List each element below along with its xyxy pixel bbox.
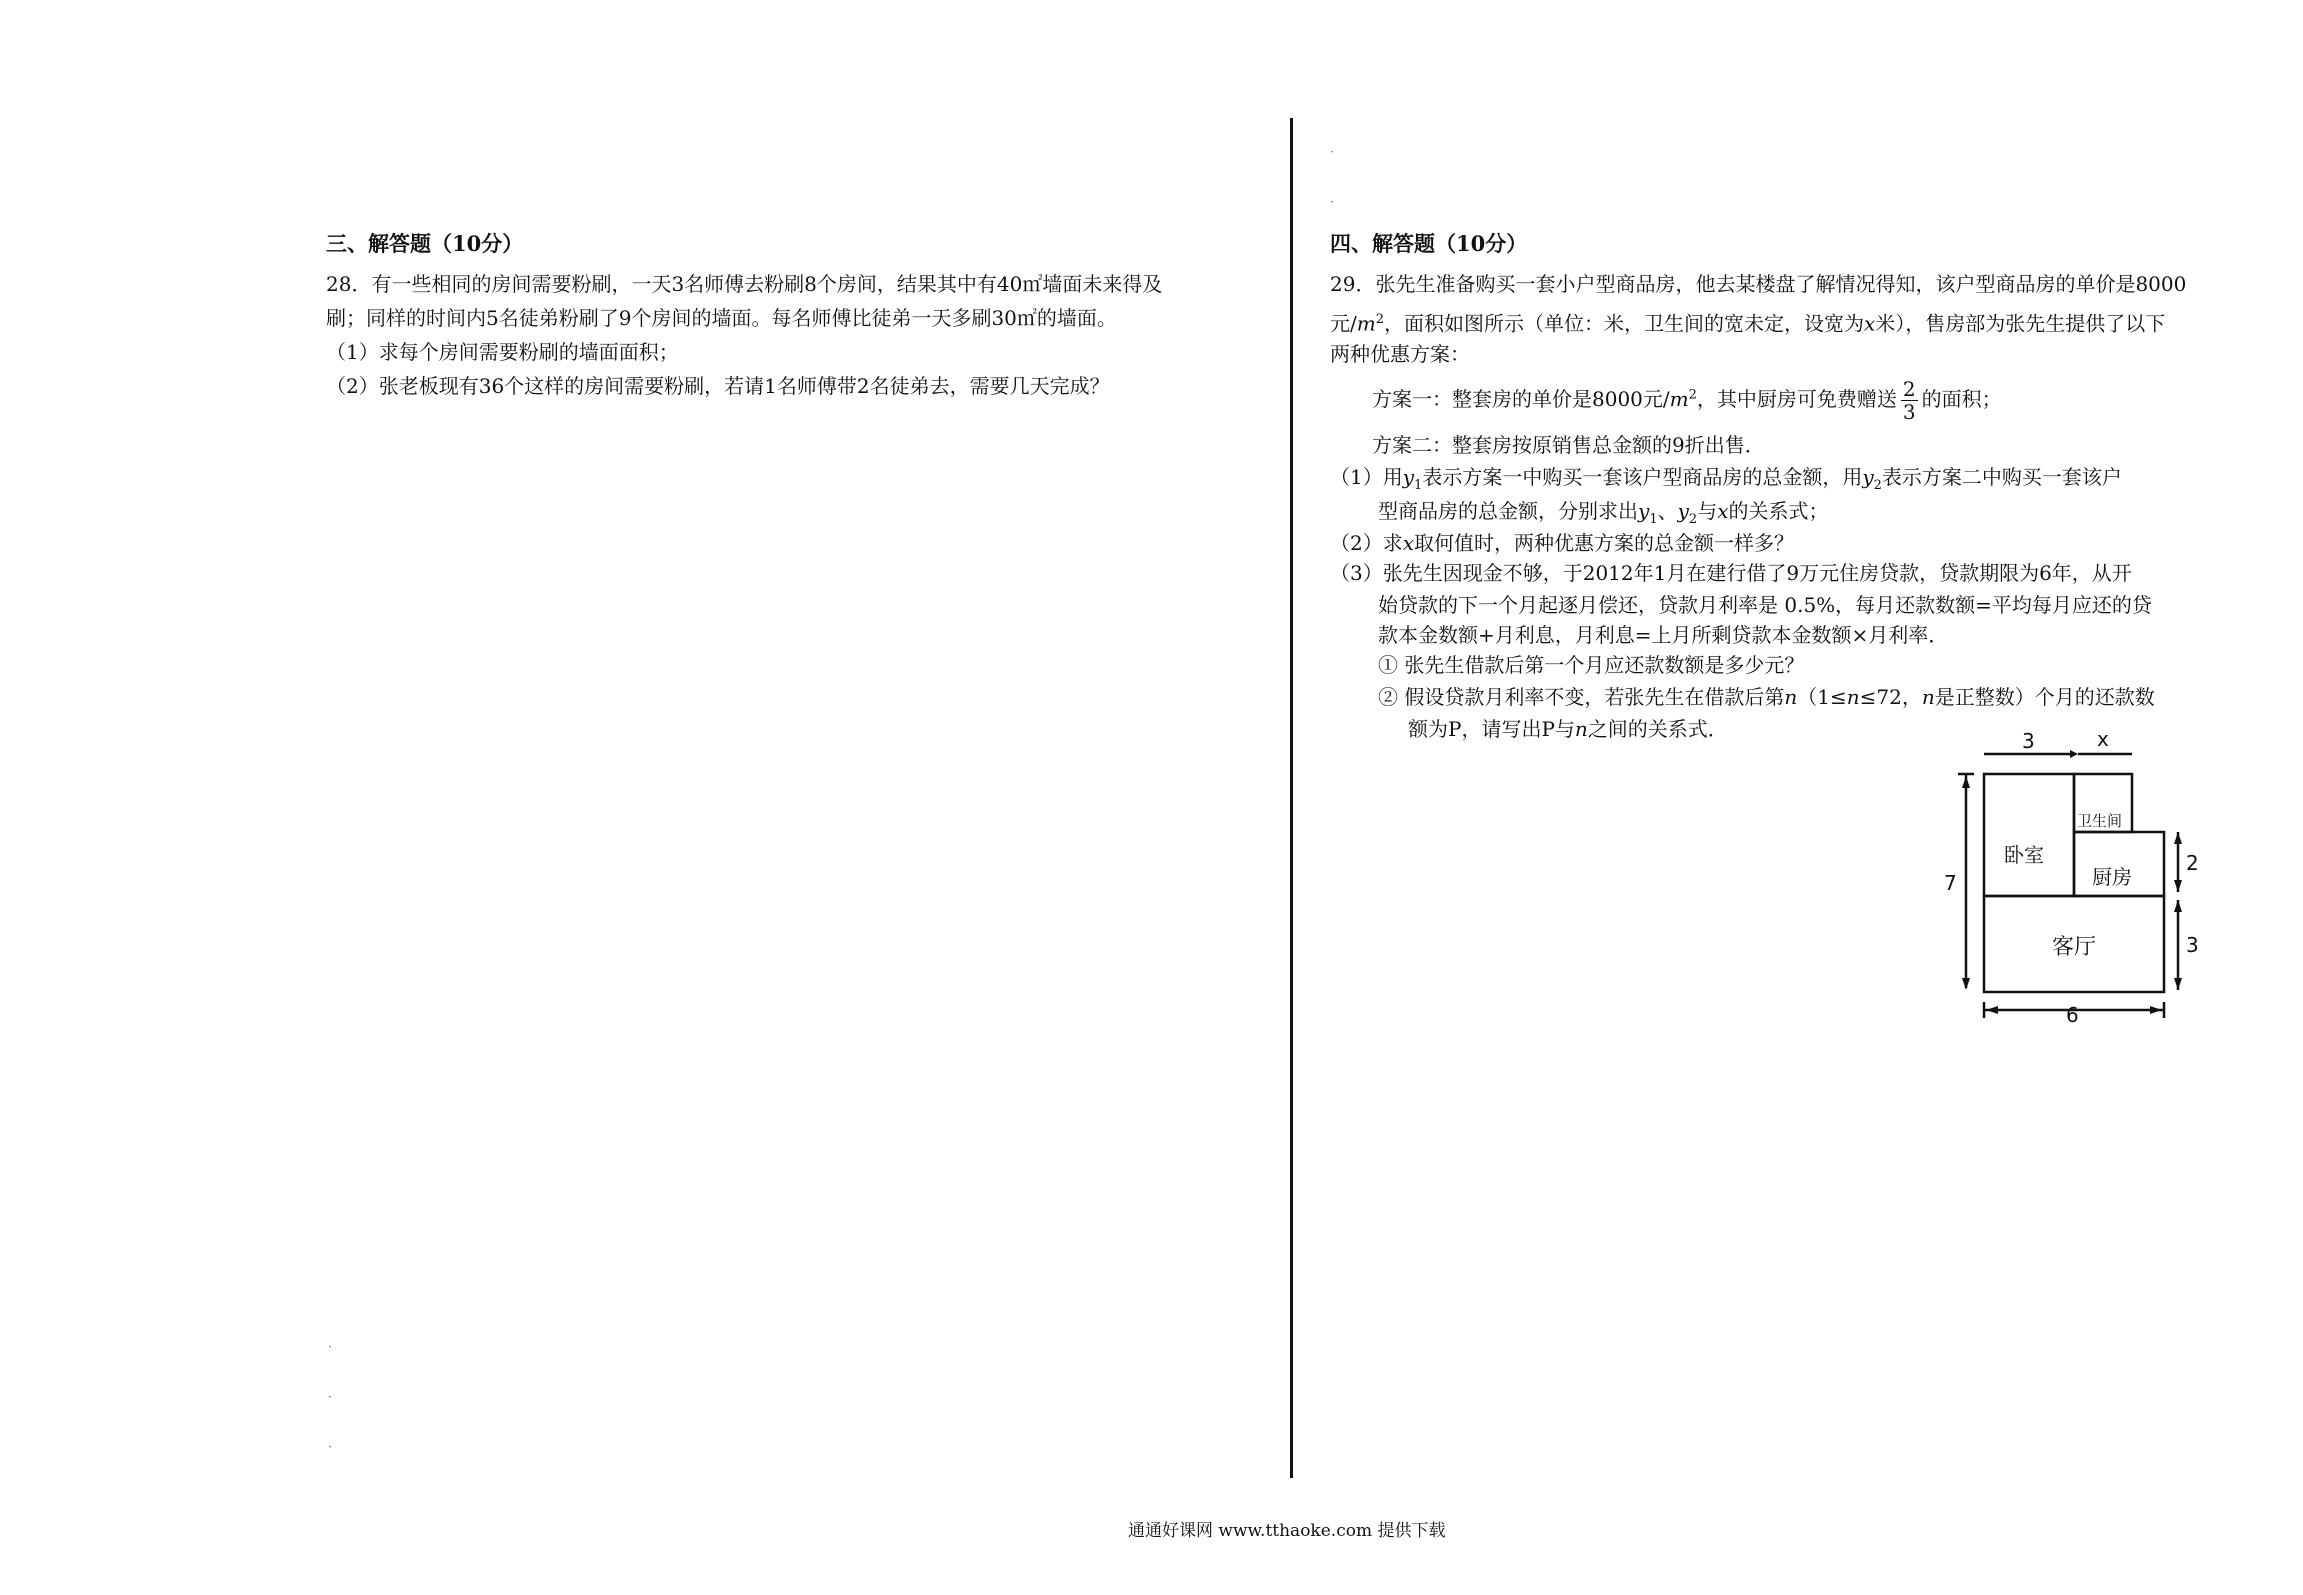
plan-two: 方案二：整套房按原销售总金额的9折出售．	[1372, 433, 1765, 457]
dimension-left-7: 7	[1944, 871, 1957, 895]
q28-part-1: （1）求每个房间需要粉刷的墙面面积；	[326, 340, 679, 364]
label-bathroom: 卫生间	[2077, 812, 2123, 830]
q29-part-3-line-2: 始贷款的下一个月起逐月偿还，贷款月利率是 0.5%，每月还款数额=平均每月应还的贷	[1378, 593, 2152, 617]
q29-part-1-line-2: 型商品房的总金额，分别求出$y_1$、$y_2$与x的关系式；	[1378, 499, 1829, 527]
q29-line-1: 29．张先生准备购买一套小户型商品房，他去某楼盘了解情况得知，该户型商品房的单价是8000	[1330, 272, 2187, 296]
q29-line-2: 元$/m^2$，面积如图所示（单位：米，卫生间的宽未定，设宽为x米），售房部为张先生提供了以下	[1330, 311, 2166, 336]
dimension-top-3: 3	[2022, 729, 2035, 753]
label-bedroom: 卧室	[2004, 843, 2044, 867]
q29-sub-2-line-2: 额为P，请写出P与n之间的关系式．	[1408, 717, 1728, 741]
fraction-two-thirds: $\frac{2}{3}$	[1902, 377, 1916, 424]
q28-line-2: 刷；同样的时间内5名徒弟粉刷了9个房间的墙面。每名师傅比徒弟一天多刷30㎡的墙面。	[326, 306, 1117, 330]
q29-line-3: 两种优惠方案：	[1330, 342, 1470, 366]
floor-plan-diagram	[1940, 720, 2200, 1030]
q29-part-1-line-1: （1）用$y_1$表示方案一中购买一套该户型商品房的总金额，用$y_2$表示方案二中购买一套该户	[1330, 465, 2122, 493]
dimension-right-2: 2	[2186, 851, 2199, 875]
scan-dot: ·	[328, 1340, 332, 1354]
dimension-bottom-6: 6	[2066, 1003, 2079, 1027]
scan-dot: ·	[1330, 145, 1334, 159]
plan-one: 方案一：整套房的单价是8000元$/m^2$，其中厨房可免费赠送 $\frac{2}{3}$ 的面积；	[1372, 377, 2002, 424]
dimension-top-x: x	[2097, 727, 2109, 751]
label-living-room: 客厅	[2052, 935, 2097, 960]
q29-part-3-line-3: 款本金数额+月利息，月利息=上月所剩贷款本金数额×月利率．	[1378, 623, 1949, 647]
label-kitchen: 厨房	[2092, 865, 2132, 889]
q29-part-3-line-1: （3）张先生因现金不够，于2012年1月在建行借了9万元住房贷款，贷款期限为6年，从开	[1330, 561, 2132, 585]
scan-dot: ·	[1330, 195, 1334, 209]
q29-sub-1: ① 张先生借款后第一个月应还款数额是多少元？	[1378, 653, 1805, 677]
section-three-heading: 三、解答题（10分）	[326, 231, 524, 256]
q29-part-2: （2）求x取何值时，两种优惠方案的总金额一样多？	[1330, 531, 1795, 555]
scan-dot: ·	[328, 1440, 332, 1454]
bedroom-room	[1984, 774, 2074, 896]
dimension-right-3: 3	[2186, 933, 2199, 957]
q28-part-2: （2）张老板现有36个这样的房间需要粉刷，若请1名师傅带2名徒弟去，需要几天完成？	[326, 374, 1110, 398]
section-four-heading: 四、解答题（10分）	[1330, 231, 1528, 256]
scan-dot: ·	[328, 1390, 332, 1404]
q28-line-1: 28．有一些相同的房间需要粉刷，一天3名师傅去粉刷8个房间，结果其中有40㎡墙面未来得及	[326, 272, 1163, 296]
footer-source: 通通好课网 www.tthaoke.com 提供下载	[1128, 1521, 1446, 1541]
column-divider	[1290, 118, 1293, 1478]
q29-sub-2-line-1: ② 假设贷款月利率不变，若张先生在借款后第n（1≤n≤72，n是正整数）个月的还款数	[1378, 685, 2155, 709]
